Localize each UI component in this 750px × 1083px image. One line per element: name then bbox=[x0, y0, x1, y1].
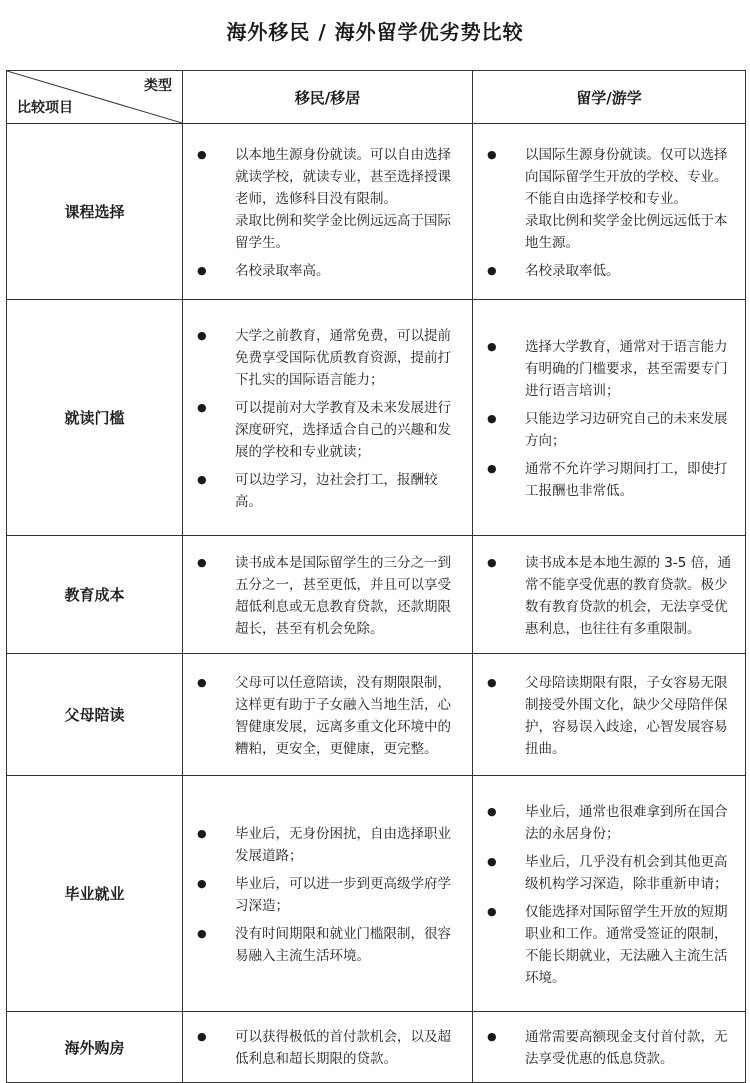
table-header-row bbox=[7, 71, 746, 124]
list-item: ● 通常需要高额现金支付首付款，无法享受优惠的低息贷款。 bbox=[485, 1026, 735, 1070]
corner-cell bbox=[7, 71, 183, 124]
study-cell bbox=[473, 1012, 746, 1083]
point-list bbox=[183, 311, 472, 525]
row-category: 父母陪读 bbox=[7, 654, 183, 776]
study-cell bbox=[473, 536, 746, 654]
list-item: ● 毕业后，几乎没有机会到其他更高级机构学习深造，除非重新申请； bbox=[485, 851, 735, 895]
study-cell bbox=[473, 300, 746, 536]
list-item: ● 读书成本是国际留学生的三分之一到五分之一，甚至更低，并且可以享受超低利息或无息教育贷款，还款期限超长，甚至有机会免除。 bbox=[195, 552, 462, 640]
point-list bbox=[473, 1012, 745, 1082]
immigration-cell bbox=[183, 124, 473, 300]
list-item: ● 毕业后，通常也很难拿到所在国合法的永居身份； bbox=[485, 801, 735, 845]
table-row bbox=[7, 300, 746, 536]
list-item: ● 名校录取率低。 bbox=[485, 260, 735, 282]
list-item: ● 毕业后，可以进一步到更高级学府学习深造； bbox=[195, 873, 462, 917]
row-category: 海外购房 bbox=[7, 1012, 183, 1083]
immigration-cell bbox=[183, 654, 473, 776]
column-header-immigration: 移民/移居 bbox=[183, 71, 473, 124]
point-list bbox=[183, 1012, 472, 1082]
list-item: ● 可以边学习，边社会打工，报酬较高。 bbox=[195, 469, 462, 513]
list-item: ● 只能边学习边研究自己的未来发展方向； bbox=[485, 408, 735, 452]
list-item: ● 父母陪读期限有限，子女容易无限制接受外围文化，缺少父母陪伴保护，容易误入歧途，心智发展容易扭曲。 bbox=[485, 672, 735, 760]
page-title: 海外移民 / 海外留学优劣势比较 bbox=[226, 20, 524, 44]
point-list bbox=[183, 809, 472, 979]
list-item: ● 可以提前对大学教育及未来发展进行深度研究，选择适合自己的兴趣和发展的学校和专业就读； bbox=[195, 397, 462, 463]
list-item: ● 选择大学教育，通常对于语言能力有明确的门槛要求，甚至需要专门进行语言培训； bbox=[485, 336, 735, 402]
immigration-cell bbox=[183, 300, 473, 536]
table-row bbox=[7, 1012, 746, 1083]
table-row bbox=[7, 536, 746, 654]
point-list bbox=[473, 658, 745, 772]
row-category: 就读门槛 bbox=[7, 300, 183, 536]
row-category: 毕业就业 bbox=[7, 776, 183, 1012]
list-item: ● 以本地生源身份就读。可以自由选择就读学校，就读专业，甚至选择授课老师，选修科目没有限制。 录取比例和奖学金比例远远高于国际留学生。 bbox=[195, 144, 462, 254]
point-list bbox=[183, 538, 472, 652]
column-header-study-abroad: 留学/游学 bbox=[473, 71, 746, 124]
list-item: ● 没有时间期限和就业门槛限制，很容易融入主流生活环境。 bbox=[195, 923, 462, 967]
study-cell bbox=[473, 124, 746, 300]
table-row bbox=[7, 776, 746, 1012]
study-cell bbox=[473, 654, 746, 776]
study-cell bbox=[473, 776, 746, 1012]
list-item: ● 通常不允许学习期间打工，即使打工报酬也非常低。 bbox=[485, 458, 735, 502]
corner-item-label: 比较项目 bbox=[17, 100, 73, 116]
table-row bbox=[7, 654, 746, 776]
row-category: 教育成本 bbox=[7, 536, 183, 654]
list-item: ● 以国际生源身份就读。仅可以选择向国际留学生开放的学校、专业。不能自由选择学校和专业。 录取比例和奖学金比例远远低于本地生源。 bbox=[485, 144, 735, 254]
point-list bbox=[183, 130, 472, 294]
immigration-cell bbox=[183, 536, 473, 654]
immigration-cell bbox=[183, 776, 473, 1012]
point-list bbox=[473, 538, 745, 652]
point-list bbox=[473, 130, 745, 294]
immigration-cell bbox=[183, 1012, 473, 1083]
point-list bbox=[473, 787, 745, 1001]
list-item: ● 可以获得极低的首付款机会，以及超低利息和超长期限的贷款。 bbox=[195, 1026, 462, 1070]
list-item: ● 大学之前教育，通常免费，可以提前免费享受国际优质教育资源，提前打下扎实的国际语言能力； bbox=[195, 325, 462, 391]
corner-type-label: 类型 bbox=[144, 78, 172, 94]
list-item-extra: 录取比例和奖学金比例远远高于国际留学生。 bbox=[235, 212, 451, 251]
list-item-extra: 录取比例和奖学金比例远远低于本地生源。 bbox=[525, 212, 728, 251]
table-row bbox=[7, 124, 746, 300]
list-item: ● 父母可以任意陪读，没有期限限制，这样更有助于子女融入当地生活，心智健康发展，远离多重文化环境中的糟粕，更安全，更健康，更完整。 bbox=[195, 672, 462, 760]
list-item: ● 读书成本是本地生源的 3-5 倍，通常不能享受优惠的教育贷款。极少数有教育贷款的机会，无法享受优惠利息，也往往有多重限制。 bbox=[485, 552, 735, 640]
comparison-table bbox=[6, 70, 746, 1083]
list-item: ● 仅能选择对国际留学生开放的短期职业和工作。通常受签证的限制，不能长期就业，无法融入主流生活环境。 bbox=[485, 901, 735, 989]
row-category: 课程选择 bbox=[7, 124, 183, 300]
point-list bbox=[183, 658, 472, 772]
point-list bbox=[473, 322, 745, 514]
list-item: ● 名校录取率高。 bbox=[195, 260, 462, 282]
list-item: ● 毕业后，无身份困扰，自由选择职业发展道路； bbox=[195, 823, 462, 867]
